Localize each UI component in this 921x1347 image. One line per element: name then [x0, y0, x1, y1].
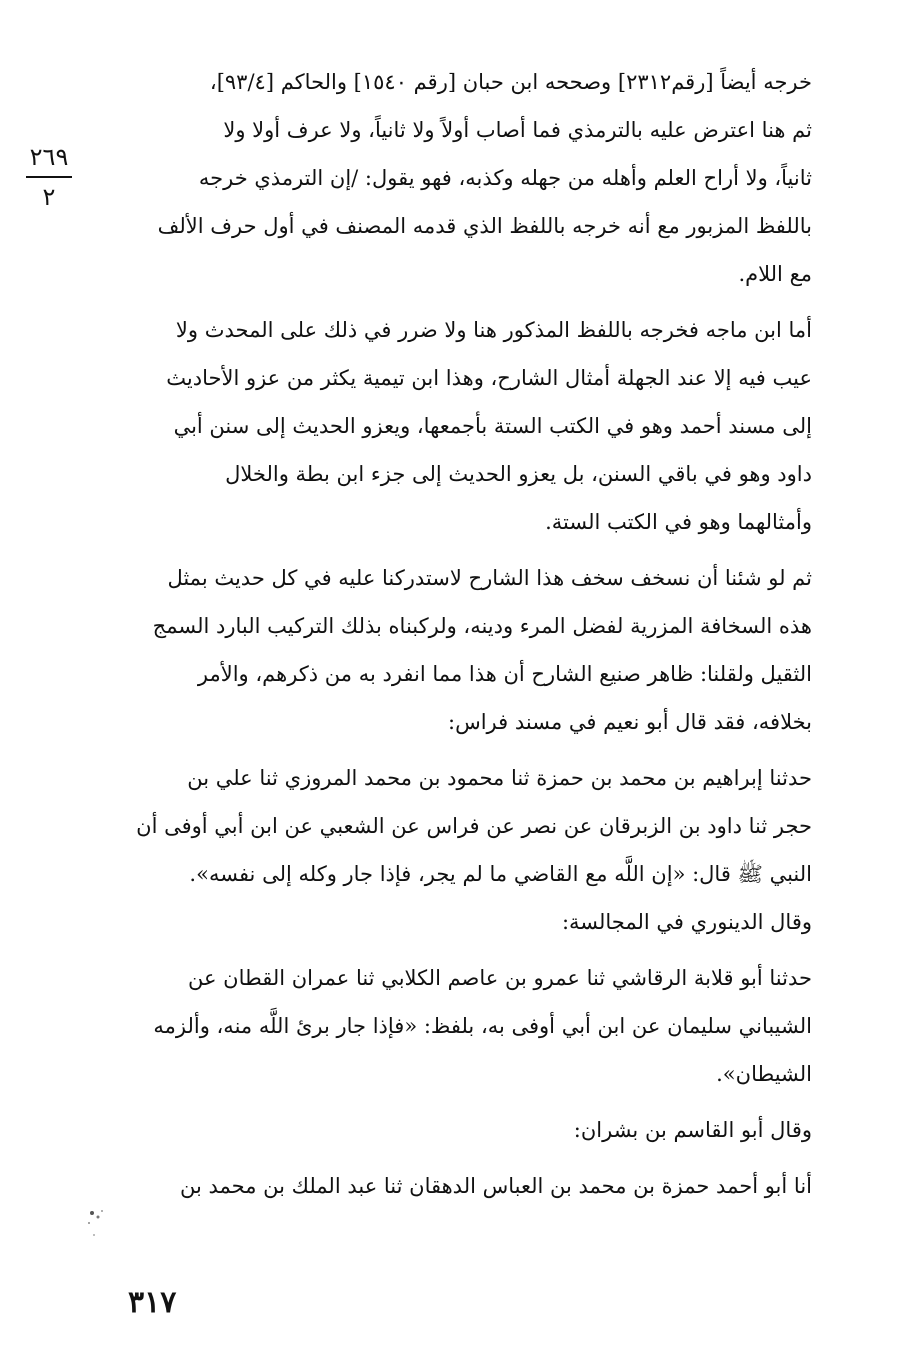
text-line: أما ابن ماجه فخرجه باللفظ المذكور هنا ولا ضرر في ذلك على المحدث ولا: [175, 318, 812, 342]
text-line: باللفظ المزبور مع أنه خرجه باللفظ الذي قدمه المصنف في أول حرف الألف: [157, 214, 812, 238]
text-line: إلى مسند أحمد وهو في الكتب الستة بأجمعها، ويعزو الحديث إلى سنن أبي: [173, 414, 812, 438]
text-line: وأمثالهما وهو في الكتب الستة.: [545, 510, 812, 534]
text-line: الشيطان».: [716, 1062, 812, 1086]
text-line: عيب فيه إلا عند الجهلة أمثال الشارح، وهذا ابن تيمية يكثر من عزو الأحاديث: [166, 366, 812, 390]
scan-specks: [84, 1205, 112, 1245]
text-line: الثقيل ولقلنا: ظاهر صنيع الشارح أن هذا مما انفرد به من ذكرهم، والأمر: [197, 662, 812, 686]
text-line: خرجه أيضاً [رقم٢٣١٢] وصححه ابن حبان [رقم ١٥٤٠] والحاكم [٩٣/٤]،: [209, 70, 812, 94]
paragraph: [104, 754, 812, 946]
paragraph: [104, 1162, 812, 1210]
text-line: مع اللام.: [738, 262, 812, 286]
margin-reference-divider: [26, 176, 72, 178]
text-line: النبي ﷺ قال: «إن اللَّه مع القاضي ما لم يجر، فإذا جار وكله إلى نفسه».: [189, 862, 812, 886]
text-line: ثانياً، ولا أراح العلم وأهله من جهله وكذبه، فهو يقول: /إن الترمذي خرجه: [198, 166, 812, 190]
paragraph: [104, 306, 812, 546]
paragraph: [104, 1106, 812, 1154]
text-line: حجر ثنا داود بن الزبرقان عن نصر عن فراس عن الشعبي عن ابن أبي أوفى أن: [136, 814, 812, 838]
paragraph: [104, 58, 812, 298]
text-line: وقال الدينوري في المجالسة:: [561, 910, 812, 934]
margin-reference-bottom: ٢: [42, 183, 56, 211]
text-line: داود وهو في باقي السنن، بل يعزو الحديث إلى جزء ابن بطة والخلال: [225, 462, 812, 486]
paragraph: [104, 554, 812, 746]
text-line: حدثنا أبو قلابة الرقاشي ثنا عمرو بن عاصم الكلابي ثنا عمران القطان عن: [187, 966, 812, 990]
paragraph: [104, 954, 812, 1098]
text-line: الشيباني سليمان عن ابن أبي أوفى به، بلفظ: «فإذا جار برئ اللَّه منه، وألزمه: [153, 1014, 812, 1038]
text-line: بخلافه، فقد قال أبو نعيم في مسند فراس:: [448, 710, 812, 734]
text-line: هذه السخافة المزرية لفضل المرء ودينه، ولركبناه بذلك التركيب البارد السمج: [152, 614, 812, 638]
text-line: وقال أبو القاسم بن بشران:: [573, 1118, 812, 1142]
text-line: حدثنا إبراهيم بن محمد بن حمزة ثنا محمود بن محمد المروزي ثنا علي بن: [187, 766, 812, 790]
page-number: ٣١٧: [128, 1285, 177, 1320]
text-line: ثم هنا اعترض عليه بالترمذي فما أصاب أولاً ولا ثانياً، ولا عرف أولا ولا: [223, 118, 812, 142]
text-line: أنا أبو أحمد حمزة بن محمد بن العباس الدهقان ثنا عبد الملك بن محمد بن: [179, 1174, 812, 1198]
margin-page-reference: [22, 140, 76, 214]
text-line: ثم لو شئنا أن نسخف سخف هذا الشارح لاستدركنا عليه في كل حديث بمثل: [167, 566, 812, 590]
margin-reference-top: ٢٦٩: [29, 143, 69, 171]
body-text: [104, 58, 812, 1218]
